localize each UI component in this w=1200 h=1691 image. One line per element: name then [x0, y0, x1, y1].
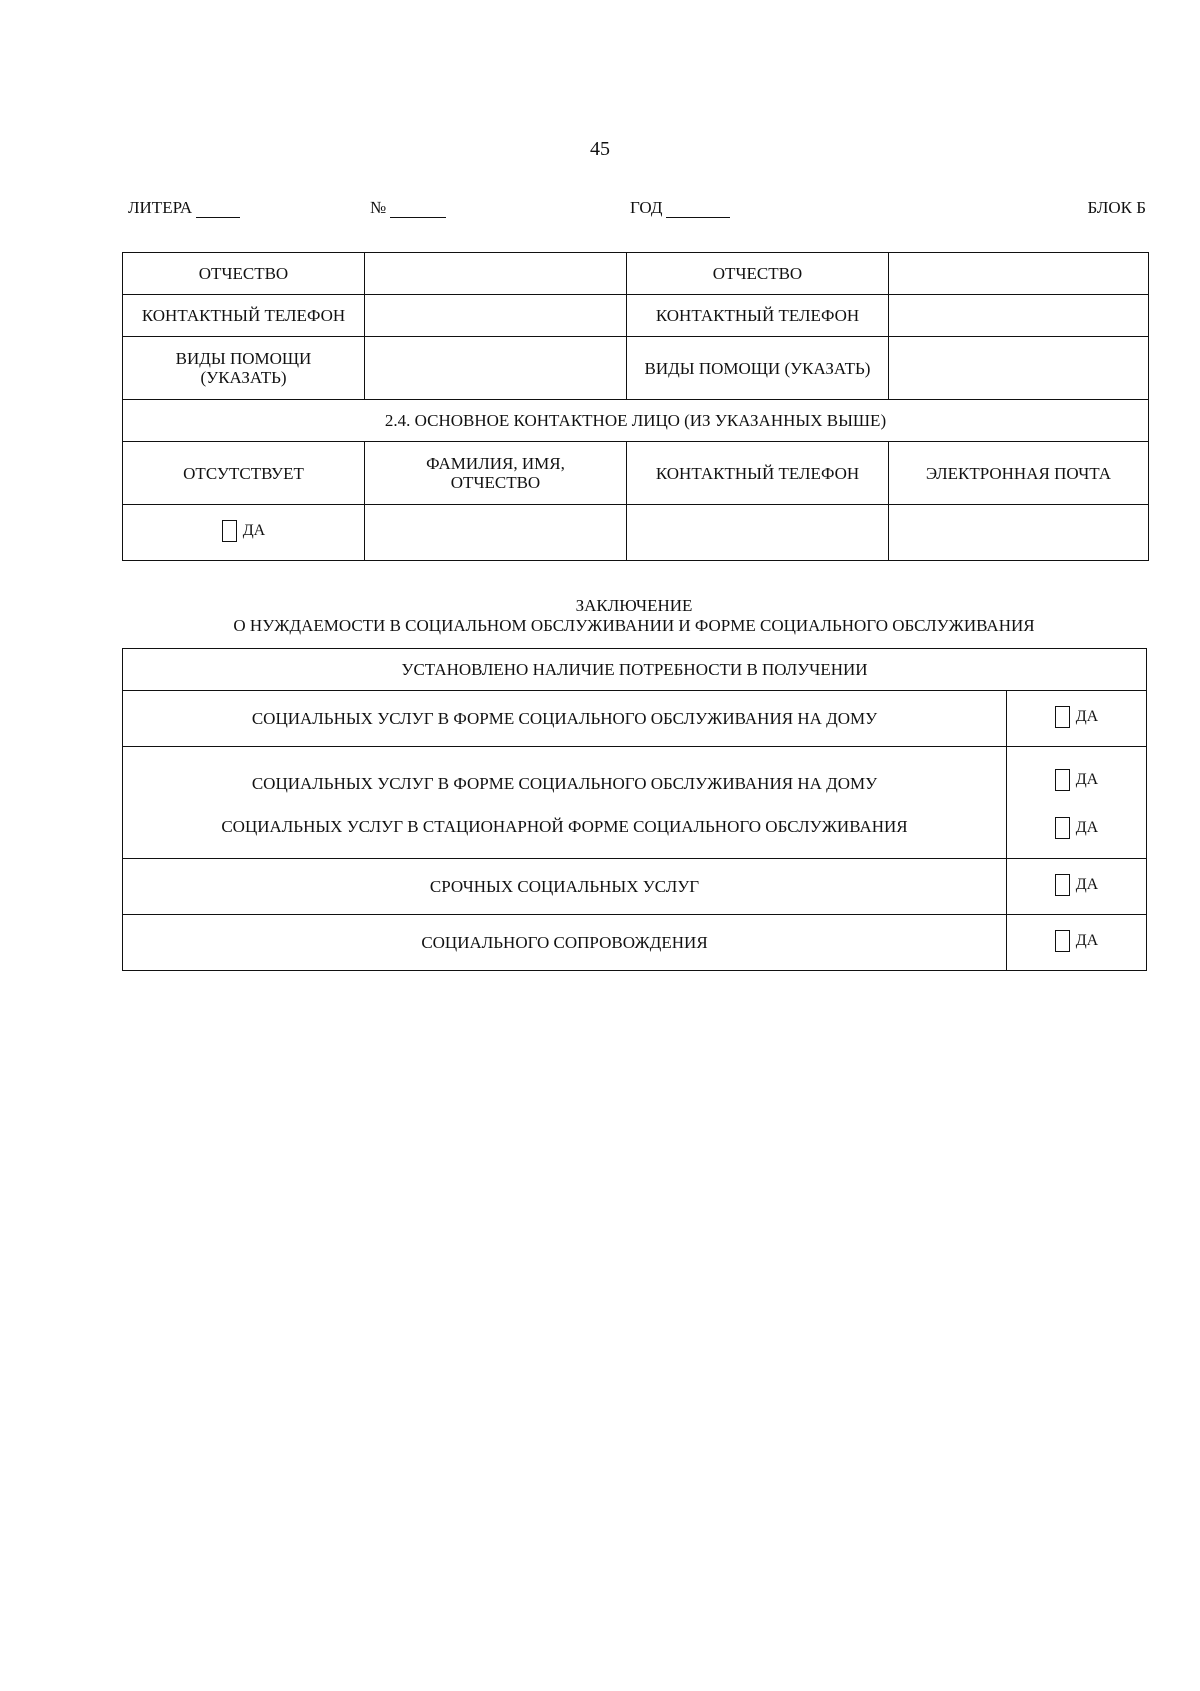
- table-row: [123, 691, 1147, 747]
- column-header-phone: КОНТАКТНЫЙ ТЕЛЕФОН: [627, 442, 889, 505]
- need-yes-label: ДА: [1075, 708, 1099, 725]
- need-checkbox-group: [1055, 817, 1098, 839]
- contacts-table: [122, 252, 1149, 561]
- help-input-left[interactable]: [365, 337, 627, 400]
- year-blank[interactable]: [666, 201, 730, 218]
- needs-header: УСТАНОВЛЕНО НАЛИЧИЕ ПОТРЕБНОСТИ В ПОЛУЧЕНИИ: [123, 649, 1147, 691]
- phone-input[interactable]: [627, 505, 889, 561]
- need-label: СОЦИАЛЬНЫХ УСЛУГ В СТАЦИОНАРНОЙ ФОРМЕ СОЦИАЛЬНОГО ОБСЛУЖИВАНИЯ: [221, 816, 908, 836]
- absent-yes-checkbox[interactable]: [222, 520, 237, 542]
- patronymic-label-left: ОТЧЕСТВО: [123, 253, 365, 295]
- column-header-absent: ОТСУТСТВУЕТ: [123, 442, 365, 505]
- need-yes-checkbox[interactable]: [1055, 930, 1070, 952]
- need-checkbox-cell-pair: [1007, 747, 1147, 859]
- need-checkbox-cell: [1007, 915, 1147, 971]
- table-row: [123, 859, 1147, 915]
- conclusion-title: [122, 596, 1146, 636]
- year-label: ГОД: [630, 198, 663, 217]
- need-yes-checkbox[interactable]: [1055, 817, 1070, 839]
- form-header: [122, 198, 1146, 224]
- help-label-left: ВИДЫ ПОМОЩИ (УКАЗАТЬ): [123, 337, 365, 400]
- need-checkbox-group: [1055, 706, 1098, 728]
- table-row: [123, 295, 1149, 337]
- need-yes-checkbox[interactable]: [1055, 769, 1070, 791]
- table-row: [123, 253, 1149, 295]
- number-blank[interactable]: [390, 201, 446, 218]
- need-yes-checkbox[interactable]: [1055, 706, 1070, 728]
- block-label: БЛОК Б: [1087, 198, 1146, 217]
- phone-label-right: КОНТАКТНЫЙ ТЕЛЕФОН: [627, 295, 889, 337]
- absent-cell: [123, 505, 365, 561]
- absent-checkbox-group: [222, 520, 265, 542]
- need-yes-label: ДА: [1075, 771, 1099, 788]
- need-yes-label: ДА: [1075, 932, 1099, 949]
- need-checkbox-cell: [1007, 859, 1147, 915]
- table-row: [123, 337, 1149, 400]
- table-row: [123, 747, 1147, 859]
- need-checkbox-group: [1055, 874, 1098, 896]
- column-header-fullname: ФАМИЛИЯ, ИМЯ, ОТЧЕСТВО: [365, 442, 627, 505]
- need-label: СОЦИАЛЬНЫХ УСЛУГ В ФОРМЕ СОЦИАЛЬНОГО ОБСЛУЖИВАНИЯ НА ДОМУ: [123, 691, 1007, 747]
- table-row: [123, 915, 1147, 971]
- need-checkbox-cell: [1007, 691, 1147, 747]
- table-row: [123, 442, 1149, 505]
- email-input[interactable]: [889, 505, 1149, 561]
- patronymic-input-right[interactable]: [889, 253, 1149, 295]
- year-field: [630, 198, 730, 218]
- need-label: СОЦИАЛЬНЫХ УСЛУГ В ФОРМЕ СОЦИАЛЬНОГО ОБСЛУЖИВАНИЯ НА ДОМУ: [251, 773, 878, 793]
- need-yes-label: ДА: [1075, 819, 1099, 836]
- table-row: [123, 649, 1147, 691]
- page-number: 45: [590, 138, 610, 160]
- litera-label: ЛИТЕРА: [128, 198, 193, 217]
- number-label: №: [370, 198, 387, 217]
- litera-blank[interactable]: [196, 201, 240, 218]
- table-row: [123, 505, 1149, 561]
- help-input-right[interactable]: [889, 337, 1149, 400]
- litera-field: [128, 198, 240, 218]
- phone-input-left[interactable]: [365, 295, 627, 337]
- conclusion-title-line2: О НУЖДАЕМОСТИ В СОЦИАЛЬНОМ ОБСЛУЖИВАНИИ И ФОРМЕ СОЦИАЛЬНОГО ОБСЛУЖИВАНИЯ: [233, 616, 1035, 635]
- table-row: [123, 400, 1149, 442]
- need-label: СОЦИАЛЬНОГО СОПРОВОЖДЕНИЯ: [123, 915, 1007, 971]
- need-yes-checkbox[interactable]: [1055, 874, 1070, 896]
- phone-label-left: КОНТАКТНЫЙ ТЕЛЕФОН: [123, 295, 365, 337]
- patronymic-label-right: ОТЧЕСТВО: [627, 253, 889, 295]
- need-checkbox-group: [1055, 769, 1098, 791]
- patronymic-input-left[interactable]: [365, 253, 627, 295]
- need-yes-label: ДА: [1075, 876, 1099, 893]
- need-label-pair: [123, 747, 1007, 859]
- conclusion-title-line1: ЗАКЛЮЧЕНИЕ: [575, 596, 693, 615]
- phone-input-right[interactable]: [889, 295, 1149, 337]
- need-label: СРОЧНЫХ СОЦИАЛЬНЫХ УСЛУГ: [123, 859, 1007, 915]
- number-field: [370, 198, 446, 218]
- need-checkbox-group: [1055, 930, 1098, 952]
- column-header-email: ЭЛЕКТРОННАЯ ПОЧТА: [889, 442, 1149, 505]
- needs-table: [122, 648, 1147, 971]
- absent-yes-label: ДА: [242, 522, 266, 539]
- fullname-input[interactable]: [365, 505, 627, 561]
- help-label-right: ВИДЫ ПОМОЩИ (УКАЗАТЬ): [627, 337, 889, 400]
- main-contact-title: 2.4. ОСНОВНОЕ КОНТАКТНОЕ ЛИЦО (ИЗ УКАЗАННЫХ ВЫШЕ): [123, 400, 1149, 442]
